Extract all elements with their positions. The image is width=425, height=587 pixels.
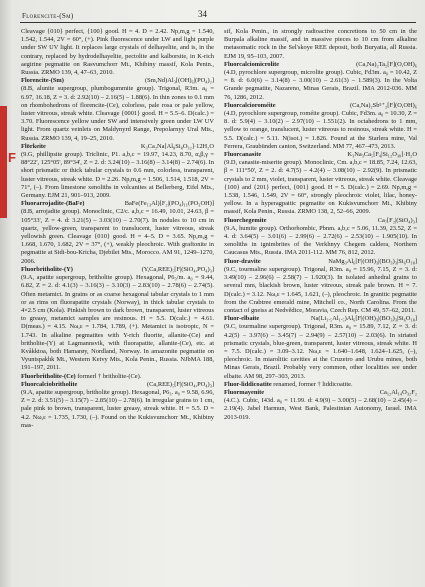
entry-heading bbox=[21, 266, 214, 274]
entry-heading bbox=[21, 77, 214, 85]
mineral-formula: Ca₁₂Al₁₄O₃₂F₂ bbox=[379, 388, 417, 396]
entry-crossref bbox=[21, 373, 214, 381]
section-tab-letter: F bbox=[8, 150, 16, 165]
entry-description: (9.G, phillipsite group). Triclinic, P1. a,b,c = 19.97, 14.23, 8.70, α,β,γ = 88°22', 125°05', 89°34', Z = 2. d: 3.24(10) – 3.16(8) – 3.14(8) – 2.74(6). In short prismatic or thick tabular crystals to 0.6 mm, colorless, transparent, luster vitreous, streak white. D = 2.26. Np,m,g = 1.506, 1.514, 1.518, 2V = 71°, (–). From limestone xenoliths in volcanites at Bellerberg, Eifel Mts., Germany. EJM 21, 901–913, 2009. bbox=[21, 151, 214, 200]
mineral-name: Fluorarrojadite-(BaFe) bbox=[21, 200, 85, 208]
entry-heading bbox=[21, 200, 214, 208]
mineral-name: Fluorchegemite bbox=[224, 216, 267, 224]
mineral-entry bbox=[224, 258, 417, 315]
left-column bbox=[21, 28, 214, 430]
entry-heading bbox=[21, 143, 214, 151]
mineral-formula: BaFe(Fe₁₃Al)[F₂|(PO₄)₁₁(PO₃OH)] bbox=[124, 200, 214, 208]
entry-heading bbox=[224, 389, 417, 397]
right-column bbox=[224, 28, 417, 422]
mineral-formula: (Ca,Na)₂Ta₂[F](O,OH)₆ bbox=[356, 60, 417, 68]
header-rule bbox=[20, 22, 416, 23]
continued-entry-text: sif, Kola Penin., in strongly radioactive concretions to 50 cm in the Burpala alkaline massif, and in massive pieces to 10 cm from alkaline metasomatic rock in the Sel'skoye REE deposit, both Buryatia, all Russia. EJM 19, 95–103, 2007. bbox=[224, 28, 417, 60]
mineral-name: Fluorcalciomicrolite bbox=[224, 60, 280, 68]
mineral-formula: Ca₇[F₂|(SiO₄)₃] bbox=[377, 216, 417, 224]
entry-description: (9.C, tourmaline supergroup). Trigonal, R3m. a₀ = 15.89, 7.12, Z = 3. d: 4.2(5) – 3.97(6) – 3.45(7) – 2.94(9) – 2.57(10) – 2.03(6). In striated prismatic crystals, blue-green, transparent, luster vitreous, streak white. H = 7.5. D(calc.) = 3.09–3.12. Nω,ε = 1.640–1.648, 1.624–1.625, (–), pleochroic. In miarolitic cavities at the Cruzeiro and Urubu mines, both Minas Gerais, Brazil. Probably very common, other localities see under elbaite. AM 98, 297–303, 2013. bbox=[224, 323, 417, 380]
entry-description: (8.B, arrojadite group). Monoclinic, C2/c. a,b,c = 16.49, 10.01, 24.63, β = 105°33', Z = 4. d: 3.21(5) – 3.03(10) – 2.70(7). In nodules to 10 cm in quartz, yellow-green, transparent to translucent, luster vitreous, streak yellowish green. Cleavage {010} good. H = 4–5. D = 3.65. Np,m,g = 1.668, 1.670, 1.682, 2V = 37°, (+), weakly pleochroic. With graftonite in pegmatite at Sidi-bou-Kricha, Djebilet Mts., Morocco. AM 91, 1249–1270, 2006. bbox=[21, 208, 214, 265]
entry-description: (9.A, apatite supergroup, britholite group). Hexagonal, P6₃/m. a₀ = 9.44, 6.82, Z = 2. d: 4.1(3) – 3.16(3) – 3.10(3) – 2.83(10) – 2.78(6) – 2.74(5). Often metamict. In grains or as coarse hexagonal tabular crystals to 1 mm or as rims on fluorapatite crystals (Norway), in thick tabular crystals to 4×2.5 cm (Kola). Pinkish brown to dark brown, transparent, luster vitreous to greasy, metamict samples are resinous. H = 5.5. D(calc.) = 4.61. D(meas.) = 4.15. Nω,ε = 1.784, 1.789, (+). Metamict is isotropic, N = 1.743. In alkaline pegmatites with Y-rich fluorite, allanite-(Ce) and britholite-(Y) at Lagmannsvik, with fluorapatite, allanite-(Ce), etc. at Kvåkktoa, both Hamarøy, Nordland, Norway. In amazonite pegmatite on Vyuntspakhk Mt., Western Keivy Mts., Kola Penin., Russia. NJbMA 188, 191–197, 2011. bbox=[21, 274, 214, 372]
entry-description: (9.D, canasite-miserite group). Monoclinic, Cm. a,b,c = 18.85, 7.24, 12.63, β = 111°50', Z = 2. d: 4.7(5) – 4.2(4) – 3.08(10) – 2.92(9). In prismatic crystals to 2 mm, violet, transparent, luster vitreous, streak white. Cleavage {100} and {201} perfect, {001} good. H = 5. D(calc.) = 2.69. Np,m,g = 1.538, 1.546, 1.549, 2V = 60°, strongly pleochroic violet, lilac, honey-yellow. In a hyperagpaitic pegmatite on Kukisvumchorr Mt., Khibiny massif, Kola Penin., Russia. ZRMO 138, 2, 52–66, 2009. bbox=[224, 159, 417, 216]
entry-description: (9.C, tourmaline supergroup). Trigonal, R3m. a₀ = 15.96, 7.15, Z = 3. d: 3.49(10) – 2.96(6) – 2.58(7) – 1.920(3). In isolated anhedral grains to several mm, blackish brown, luster vitreous, streak pale brown. H = 7. D(calc.) = 3.12. Nω,ε = 1.645, 1.621, (–), pleochroic. In granitic pegmatite from the Crabtree emerald mine, Mitchell co., North Carolina. From the contact of gneiss at Nedvědice, Moravia, Czech Rep. CM 49, 57–62, 2011. bbox=[224, 265, 417, 314]
mineral-name: Fluormayenite bbox=[224, 388, 265, 396]
mineral-name: Flörkeite bbox=[21, 142, 46, 150]
entry-description: formerl † britholite-(Ce). bbox=[77, 372, 142, 380]
entry-description: (4.C.). Cubic, I43d. a₀ = 11.99. d: 4.9(9) – 3.00(5) – 2.68(10) – 2.45(4) – 2.19(4). Jabel Harmun, West Bank, Palestinian Autonomy, Israel. IMA 2013-019. bbox=[224, 397, 417, 421]
mineral-name: Florencite-(Sm) bbox=[21, 77, 64, 85]
mineral-name: Fluor-elbaite bbox=[224, 315, 260, 323]
entry-heading bbox=[224, 315, 417, 323]
mineral-entry bbox=[21, 373, 214, 381]
mineral-entry bbox=[21, 381, 214, 430]
page-number: 34 bbox=[198, 9, 207, 19]
entry-heading bbox=[224, 151, 417, 159]
mineral-entry bbox=[224, 315, 417, 381]
mineral-name: Fluorbritholite-(Y) bbox=[21, 265, 73, 273]
continued-entry-text: Cleavage {010} perfect, {100} good. H = 4. D = 2.42. Np,m,g = 1.540, 1.542, 1.544, 2V = 60°, (+). Pink fluorescence under LW and light purple under SW UV light. It replaces large crystals of delhayelite, and is, in the contrary, replaced by hydrodelhayelite, pectolite and kalborsite, in K-rich aegirine pegmatite on Rasvumchorr Mt., Khibiny massif, Kola Penin., Russia. ZRMO 139, 4, 47–63, 2010. bbox=[21, 28, 214, 77]
mineral-name: Fluor-dravite bbox=[224, 257, 261, 265]
mineral-name: Fluorcalciobritholite bbox=[21, 380, 78, 388]
mineral-entry bbox=[224, 217, 417, 258]
mineral-formula: (Ca,REE)₅[F|(SiO₄,PO₄)₃] bbox=[147, 380, 214, 388]
section-tab bbox=[0, 106, 7, 218]
mineral-formula: (Y,Ca,REE)₅[F|(SiO₄,PO₄)₃] bbox=[141, 265, 214, 273]
mineral-name: Fluorcanasite bbox=[224, 151, 262, 159]
entry-crossref bbox=[224, 381, 417, 389]
entry-description: (9.A, humite group). Orthorhombic, Pbnm. a,b,c = 5.06, 11.39, 23.52, Z = 4. d: 3.64(5) – 3.01(6) – 2.99(6) – 2.72(6) – 2.53(10) – 1.905(10). In xenoliths in ignimbrites of the Verkhnyy Chegem caldera, Northern Caucasus Mts., Russia. IMA 2011-112. MM 76, 812, 2012. bbox=[224, 224, 417, 257]
mineral-name: Fluorbritholite-(Ce) bbox=[21, 372, 76, 380]
mineral-name: Fluor-liddicoatite bbox=[224, 380, 272, 388]
entry-heading bbox=[21, 381, 214, 389]
mineral-entry bbox=[224, 381, 417, 389]
mineral-formula: (Ca,Na)₂Sb⁵⁺₂[F](O,OH)₆ bbox=[350, 101, 417, 109]
entry-description: (9.A, apatite supergroup, britholite group). Hexagonal, P6₃. a₀ = 9.58, 6.96, Z = 2. d: 3.51(5) – 3.15(7) – 2.85(10) – 2.78(6). In irregular grains to 1 cm, pale pink to brown, transparent, luster greasy, streak white. H = 5.5. D = 4.2. Nω,ε = 1.735, 1.730, (–). Found on the Kukisvumchorr Mt., Khibiny mas- bbox=[21, 388, 214, 429]
mineral-entry bbox=[224, 61, 417, 102]
mineral-entry bbox=[21, 77, 214, 143]
mineral-entry bbox=[21, 200, 214, 266]
mineral-entry bbox=[224, 151, 417, 217]
entry-description: (4.D, pyrochlore supergroup, roméite group). Cubic, Fd3m. a₀ = 10.30, Z = 8. d: 5.9(4) – 3.10(2) – 2.97(10) – 1.551(2). In octahedrons to 1 mm, yellow to orange, translucent, luster vitreous to resinous, streak white. H = 5.5. D(calc.) = 5.11. N(isot.) = 1.826. Found at the Starlera mine, Val Ferrera, Graubünden canton, Switzerland. MM 77, 467–473, 2013. bbox=[224, 110, 417, 150]
entry-description: (8.B, alunite supergroup, plumbogummite group). Trigonal, R3m. a₀ = 6.97, 16.18, Z = 3. d: 2.92(10) – 2.16(5) – 1.88(6). In thin zones to 0.1 mm on rhombohedrons of florencite-(Ce), colorless, pale rosa or pale yellow, luster vitreous, streak white. Cleavage {0001} good. H = 5.5–6. D(calc.) = 3.70. Fluorescence yellow under SW and intensively green under LW UV light. From quartz veinlets on Maldynyrd Range, Prepolarnyy Ural Mts., Russia. ZRMO 139, 4, 19–25, 2010. bbox=[21, 85, 214, 142]
entry-heading bbox=[224, 61, 417, 69]
mineral-formula: NaMg₃Al₆[F|(OH)₃|(BO₃)₃|Si₆O₁₈] bbox=[328, 257, 417, 265]
mineral-formula: K₃Ca₂Na[Al₈Si₈O₃₂]·12H₂O bbox=[140, 142, 214, 150]
mineral-entry bbox=[21, 143, 214, 200]
mineral-formula: Na(Li₁.₅Al₁.₅)Al₆[F|(OH)₃|(BO₃)₃|Si₆O₁₈] bbox=[310, 315, 417, 323]
running-head: Florencite-(Sm) bbox=[22, 12, 74, 20]
mineral-name: Fluorcalcioroméite bbox=[224, 101, 276, 109]
mineral-entry bbox=[224, 389, 417, 422]
entry-heading bbox=[224, 217, 417, 225]
mineral-formula: K₃Na₃Ca₅[F₄|Si₁₂O₃₀]·H₂O bbox=[347, 151, 417, 159]
mineral-formula: (Sm,Nd)Al₃[(OH)₆|(PO₄)₂] bbox=[145, 77, 214, 85]
entry-description: (4.D, pyrochlore supergroup, microlite group). Cubic, Fd3m. a₀ = 10.42, Z = 8. d: 6.0(6) – 3.14(8) – 3.00(10) – 2.61(3) – 1.589(3). In the Volta Grande pegmatite, Nazareno, Minas Gerais, Brazil. IMA 2012-036. MM 76, 1286, 2012. bbox=[224, 69, 417, 101]
mineral-entry bbox=[224, 102, 417, 151]
entry-description: renamed, former † liddicoatite. bbox=[273, 380, 353, 388]
entry-heading bbox=[224, 102, 417, 110]
mineral-entry bbox=[21, 266, 214, 373]
entry-heading bbox=[224, 258, 417, 266]
